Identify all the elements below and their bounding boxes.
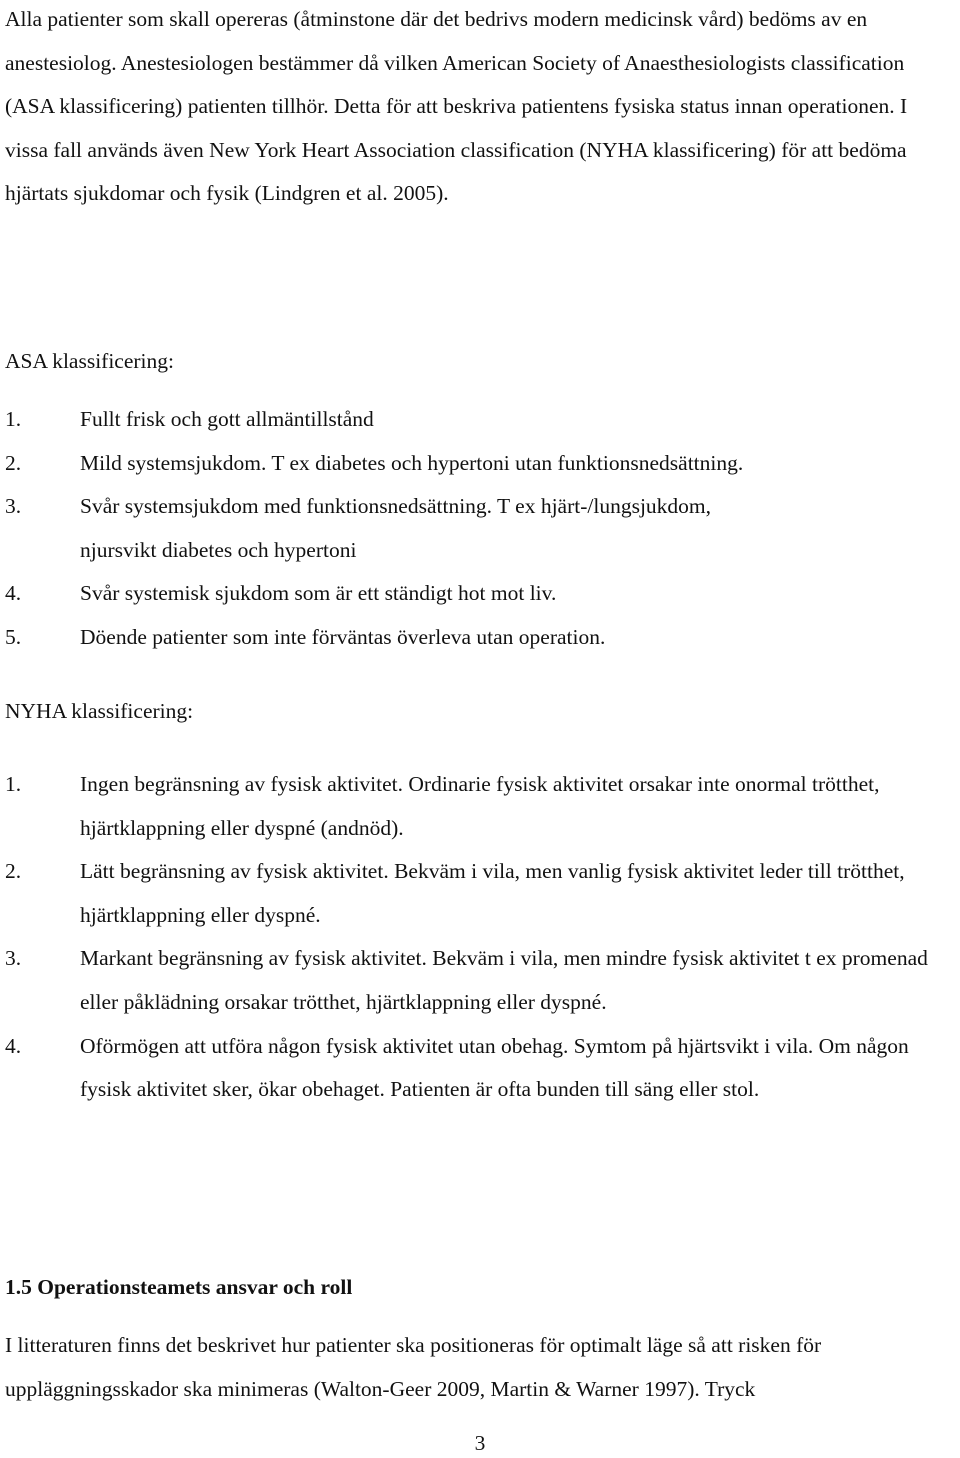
- list-item-text: Fullt frisk och gott allmäntillstånd: [80, 407, 374, 431]
- list-item-text: Ingen begränsning av fysisk aktivitet. Ordinarie fysisk aktivitet orsakar inte onormal trötthet, hjärtklappning eller dyspné (andnöd).: [80, 772, 880, 840]
- list-item-number: 5.: [5, 624, 22, 649]
- list-item-number: 1.: [5, 407, 22, 431]
- intro-paragraph: Alla patienter som skall opereras (åtminstone där det bedrivs modern medicinsk vård) bedöms av en anestesiolog. Anestesiologen bestämmer då vilken American Society of Anaesthesiologists classification (ASA klassificering) patienten tillhör. Detta för att beskriva patientens fysiska status innan operationen. I vissa fall används även New York Heart Association classification (NYHA klassificering) för att bedöma hjärtats sjukdomar och fysik (Lindgren et al. 2005).: [5, 7, 908, 206]
- list-item-text: Lätt begränsning av fysisk aktivitet. Bekväm i vila, men vanlig fysisk aktivitet leder till trötthet, hjärtklappning eller dyspné.: [80, 859, 905, 927]
- list-item: [5, 850, 955, 937]
- list-item-number: 2.: [5, 450, 22, 475]
- list-item: [5, 616, 955, 660]
- page-number: 3: [474, 1431, 486, 1455]
- list-item-text: Markant begränsning av fysisk aktivitet. Bekväm i vila, men mindre fysisk aktivitet t ex promenad eller påklädning orsakar trötthet, hjärtklappning eller dyspné.: [80, 946, 928, 1014]
- nyha-heading: NYHA klassificering:: [5, 699, 194, 723]
- asa-list: [5, 398, 955, 660]
- section-title: 1.5 Operationsteamets ansvar och roll: [5, 1275, 353, 1299]
- list-item-number: 4.: [5, 581, 22, 606]
- list-item-text: Svår systemsjukdom med funktionsnedsättning. T ex hjärt-/lungsjukdom, njursvikt diabetes och hypertoni: [80, 494, 712, 562]
- list-item: [5, 1025, 955, 1112]
- asa-heading: ASA klassificering:: [5, 349, 174, 373]
- list-item-number: 2.: [5, 859, 22, 884]
- list-item-text: Svår systemisk sjukdom som är ett ständigt hot mot liv.: [80, 581, 557, 606]
- list-item: [5, 937, 955, 1024]
- list-item-text: Mild systemsjukdom. T ex diabetes och hypertoni utan funktionsnedsättning.: [80, 450, 744, 475]
- list-item-text: Oförmögen att utföra någon fysisk aktivitet utan obehag. Symtom på hjärtsvikt i vila. Om någon fysisk aktivitet sker, ökar obehaget. Patienten är ofta bunden till säng eller stol.: [80, 1033, 909, 1102]
- list-item-number: 4.: [5, 1033, 22, 1058]
- nyha-list: [5, 763, 955, 1112]
- section-paragraph: I litteraturen finns det beskrivet hur patienter ska positioneras för optimalt läge så att risken för uppläggningsskador ska minimeras (Walton-Geer 2009, Martin & Warner 1997). Tryck: [5, 1333, 822, 1401]
- list-item: [5, 485, 955, 572]
- list-item-number: 3.: [5, 946, 22, 971]
- list-item: [5, 442, 955, 486]
- list-item-number: 1.: [5, 772, 22, 796]
- list-item: [5, 572, 955, 616]
- list-item: [5, 763, 955, 850]
- list-item-number: 3.: [5, 494, 22, 519]
- list-item: [5, 398, 955, 442]
- list-item-text: Döende patienter som inte förväntas överleva utan operation.: [80, 624, 606, 649]
